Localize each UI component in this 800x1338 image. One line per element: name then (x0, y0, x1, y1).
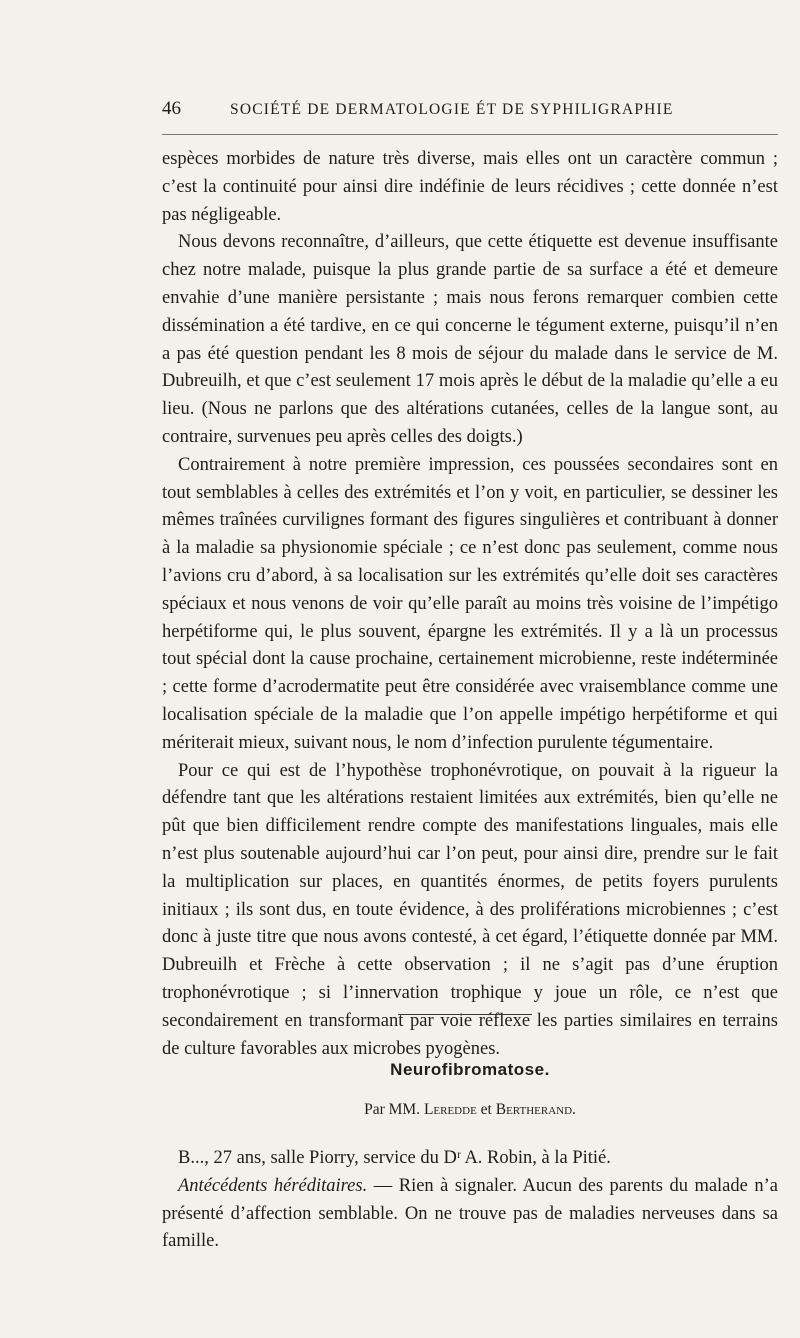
paragraph: Contrairement à notre première impression, ces poussées secondaires sont en tout semblables à celles des extrémités et l’on y voit, en particulier, se dessiner les mêmes traînées curvilignes formant des figures singulières et contribuant à donner à la maladie sa physionomie spéciale ; ce n’est donc pas seulement, comme nous l’avions cru d’abord, à sa localisation sur les extrémités qu’elle doit ses caractères spéciaux et nous venons de voir qu’elle paraît au moins très voisine de l’impétigo herpétiforme qui, le plus souvent, épargne les extrémités. Il y a là un processus tout spécial dont la cause prochaine, certainement microbienne, reste indéterminée ; cette forme d’acrodermatite peut être considérée avec vraisemblance comme une localisation spéciale de la maladie que l’on appelle impétigo herpétiforme et qui mériterait mieux, suivant nous, le nom d’infection purulente tégumentaire. (162, 454, 778, 753)
antecedents-text: — Rien à signaler. Aucun des parents du malade n’a présenté d’affection semblable. On ne trouve pas de maladies nerveuses dans sa famille. (162, 1175, 778, 1252)
antecedents-label: Antécédents héréditaires. (178, 1175, 368, 1196)
author-name: Leredde (423, 1101, 477, 1118)
byline-prefix: Par MM. (364, 1101, 424, 1118)
header-rule (162, 134, 778, 135)
paragraph: Pour ce qui est de l’hypothèse trophonévrotique, on pouvait à la rigueur la défendre tant que les altérations restaient limitées aux extrémités, bien qu’elle ne pût que bien difficilement rendre compte des manifestations linguales, mais elle n’est plus soutenable aujourd’hui car l’on peut, pour ainsi dire, prendre sur le fait la multiplication sur places, en quantités énormes, de petits foyers purulents initiaux ; ils sont dus, en toute évidence, à des proliférations microbiennes ; c’est donc à juste titre que nous avons contesté, à cet égard, l’étiquette donnée par MM. Dubreuilh et Frèche à cette observation ; il ne s’agit pas d’une éruption trophonévrotique ; si l’innervation trophique y joue un rôle, ce n’est que secondairement en transformant par voie réflexe les parties similaires en terrains de culture favorables aux microbes pyogènes. (162, 760, 778, 1059)
body-text (162, 146, 778, 1063)
article-body (162, 1145, 778, 1256)
article-title: Neurofibromatose. (390, 1060, 550, 1079)
page-number: 46 (162, 98, 181, 119)
paragraph: Nous devons reconnaître, d’ailleurs, que cette étiquette est devenue insuffisante chez notre malade, puisque la plus grande partie de sa surface a été et demeure envahie d’une manière persistante ; mais nous ferons remarquer combien cette dissémination a été tardive, en ce qui concerne le tégument externe, puisqu’il n’en a pas été question pendant les 8 mois de séjour du malade dans le service de M. Dubreuilh, et que c’est seulement 17 mois après le début de la maladie qu’elle a eu lieu. (Nous ne parlons que des altérations cutanées, celles de la langue sont, au contraire, survenues peu après celles des doigts.) (162, 232, 778, 447)
section-separator (398, 1014, 532, 1015)
paragraph-continuation: espèces morbides de nature très diverse, mais elles ont un caractère commun ; c’est la continuité pour ainsi dire indéfinie de leurs récidives ; cette donnée n’est pas négligeable. (162, 149, 778, 225)
page-header (162, 98, 778, 128)
byline (162, 1101, 778, 1119)
case-line: B..., 27 ans, salle Piorry, service du Dʳ A. Robin, à la Pitié. (178, 1148, 611, 1168)
running-head: SOCIÉTÉ DE DERMATOLOGIE ÉT DE SYPHILIGRAPHIE (230, 101, 674, 118)
antecedents-paragraph (162, 1173, 778, 1256)
author-name: Bertherand. (495, 1101, 576, 1118)
byline-conjunction: et (476, 1101, 496, 1118)
